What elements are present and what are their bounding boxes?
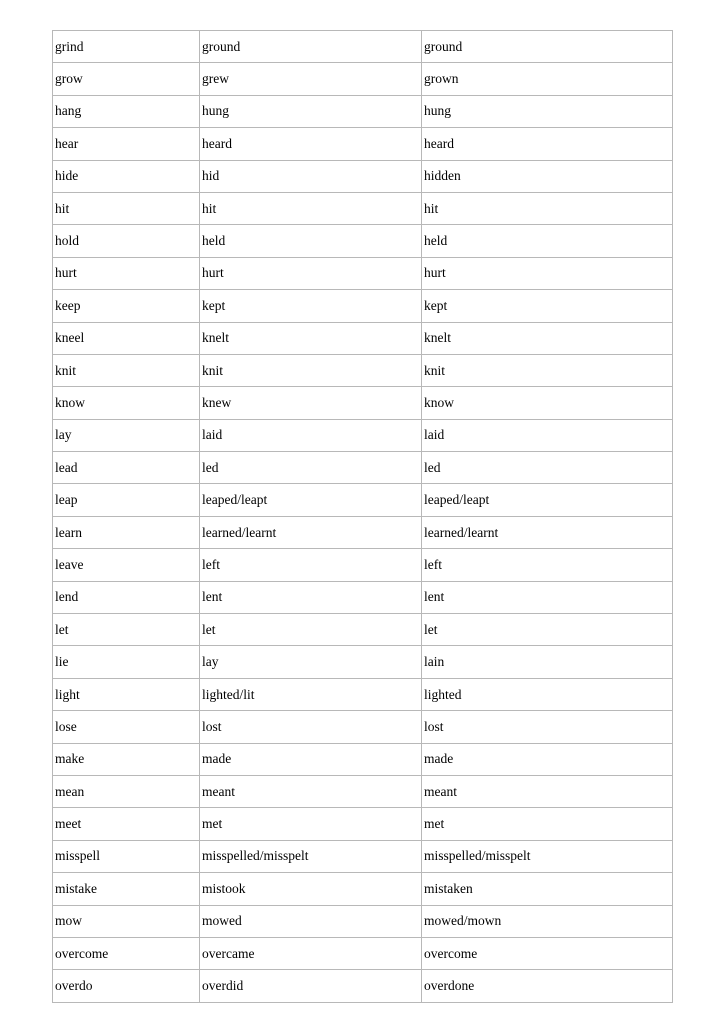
past-simple-cell: kept	[200, 290, 422, 322]
base-form-cell: overcome	[53, 937, 200, 969]
base-form-cell: hide	[53, 160, 200, 192]
past-participle-cell: lost	[422, 711, 673, 743]
past-simple-cell: overcame	[200, 937, 422, 969]
past-simple-cell: met	[200, 808, 422, 840]
past-simple-cell: hung	[200, 95, 422, 127]
past-simple-cell: held	[200, 225, 422, 257]
past-participle-cell: kept	[422, 290, 673, 322]
table-row	[53, 160, 673, 192]
past-participle-cell: know	[422, 387, 673, 419]
base-form-cell: mistake	[53, 873, 200, 905]
table-row	[53, 775, 673, 807]
past-simple-cell: meant	[200, 775, 422, 807]
past-participle-cell: misspelled/misspelt	[422, 840, 673, 872]
past-participle-cell: lent	[422, 581, 673, 613]
past-participle-cell: lighted	[422, 678, 673, 710]
base-form-cell: hold	[53, 225, 200, 257]
past-simple-cell: hit	[200, 192, 422, 224]
table-row	[53, 840, 673, 872]
table-row	[53, 743, 673, 775]
base-form-cell: make	[53, 743, 200, 775]
past-participle-cell: learned/learnt	[422, 516, 673, 548]
past-participle-cell: meant	[422, 775, 673, 807]
past-simple-cell: mowed	[200, 905, 422, 937]
past-simple-cell: made	[200, 743, 422, 775]
past-simple-cell: laid	[200, 419, 422, 451]
table-row	[53, 322, 673, 354]
table-row	[53, 63, 673, 95]
past-participle-cell: met	[422, 808, 673, 840]
table-row	[53, 192, 673, 224]
table-body	[53, 31, 673, 1003]
past-simple-cell: hurt	[200, 257, 422, 289]
past-participle-cell: lain	[422, 646, 673, 678]
table-row	[53, 646, 673, 678]
base-form-cell: kneel	[53, 322, 200, 354]
base-form-cell: learn	[53, 516, 200, 548]
table-row	[53, 614, 673, 646]
table-row	[53, 95, 673, 127]
past-simple-cell: lost	[200, 711, 422, 743]
table-row	[53, 937, 673, 969]
past-simple-cell: overdid	[200, 970, 422, 1002]
base-form-cell: knit	[53, 354, 200, 386]
base-form-cell: meet	[53, 808, 200, 840]
past-participle-cell: hung	[422, 95, 673, 127]
table-row	[53, 711, 673, 743]
past-participle-cell: laid	[422, 419, 673, 451]
past-participle-cell: let	[422, 614, 673, 646]
table-row	[53, 225, 673, 257]
base-form-cell: mean	[53, 775, 200, 807]
table-row	[53, 290, 673, 322]
past-participle-cell: ground	[422, 31, 673, 63]
past-participle-cell: left	[422, 549, 673, 581]
base-form-cell: lead	[53, 452, 200, 484]
past-participle-cell: mowed/mown	[422, 905, 673, 937]
base-form-cell: lose	[53, 711, 200, 743]
past-participle-cell: hidden	[422, 160, 673, 192]
table-row	[53, 905, 673, 937]
past-simple-cell: lent	[200, 581, 422, 613]
past-simple-cell: learned/learnt	[200, 516, 422, 548]
past-simple-cell: hid	[200, 160, 422, 192]
past-participle-cell: leaped/leapt	[422, 484, 673, 516]
past-participle-cell: mistaken	[422, 873, 673, 905]
past-participle-cell: made	[422, 743, 673, 775]
base-form-cell: lie	[53, 646, 200, 678]
past-simple-cell: knew	[200, 387, 422, 419]
base-form-cell: mow	[53, 905, 200, 937]
base-form-cell: lend	[53, 581, 200, 613]
base-form-cell: hit	[53, 192, 200, 224]
base-form-cell: grind	[53, 31, 200, 63]
base-form-cell: leave	[53, 549, 200, 581]
past-simple-cell: misspelled/misspelt	[200, 840, 422, 872]
past-participle-cell: overcome	[422, 937, 673, 969]
base-form-cell: overdo	[53, 970, 200, 1002]
base-form-cell: lay	[53, 419, 200, 451]
past-simple-cell: ground	[200, 31, 422, 63]
past-participle-cell: hit	[422, 192, 673, 224]
base-form-cell: hurt	[53, 257, 200, 289]
past-participle-cell: grown	[422, 63, 673, 95]
past-simple-cell: left	[200, 549, 422, 581]
base-form-cell: light	[53, 678, 200, 710]
table-row	[53, 484, 673, 516]
table-row	[53, 678, 673, 710]
past-participle-cell: heard	[422, 128, 673, 160]
past-simple-cell: mistook	[200, 873, 422, 905]
base-form-cell: grow	[53, 63, 200, 95]
base-form-cell: misspell	[53, 840, 200, 872]
table-row	[53, 808, 673, 840]
past-participle-cell: knelt	[422, 322, 673, 354]
irregular-verbs-table	[52, 30, 673, 1003]
table-row	[53, 354, 673, 386]
base-form-cell: leap	[53, 484, 200, 516]
table-row	[53, 873, 673, 905]
base-form-cell: hear	[53, 128, 200, 160]
past-simple-cell: grew	[200, 63, 422, 95]
past-simple-cell: heard	[200, 128, 422, 160]
table-row	[53, 452, 673, 484]
table-row	[53, 387, 673, 419]
table-row	[53, 549, 673, 581]
past-participle-cell: overdone	[422, 970, 673, 1002]
table-row	[53, 31, 673, 63]
table-row	[53, 419, 673, 451]
past-participle-cell: knit	[422, 354, 673, 386]
past-participle-cell: led	[422, 452, 673, 484]
past-simple-cell: leaped/leapt	[200, 484, 422, 516]
table-row	[53, 257, 673, 289]
table-row	[53, 581, 673, 613]
table-row	[53, 516, 673, 548]
past-simple-cell: knelt	[200, 322, 422, 354]
past-simple-cell: lighted/lit	[200, 678, 422, 710]
past-simple-cell: led	[200, 452, 422, 484]
past-simple-cell: let	[200, 614, 422, 646]
table-row	[53, 128, 673, 160]
table-row	[53, 970, 673, 1002]
base-form-cell: know	[53, 387, 200, 419]
base-form-cell: let	[53, 614, 200, 646]
past-simple-cell: knit	[200, 354, 422, 386]
base-form-cell: keep	[53, 290, 200, 322]
past-participle-cell: hurt	[422, 257, 673, 289]
base-form-cell: hang	[53, 95, 200, 127]
past-participle-cell: held	[422, 225, 673, 257]
past-simple-cell: lay	[200, 646, 422, 678]
